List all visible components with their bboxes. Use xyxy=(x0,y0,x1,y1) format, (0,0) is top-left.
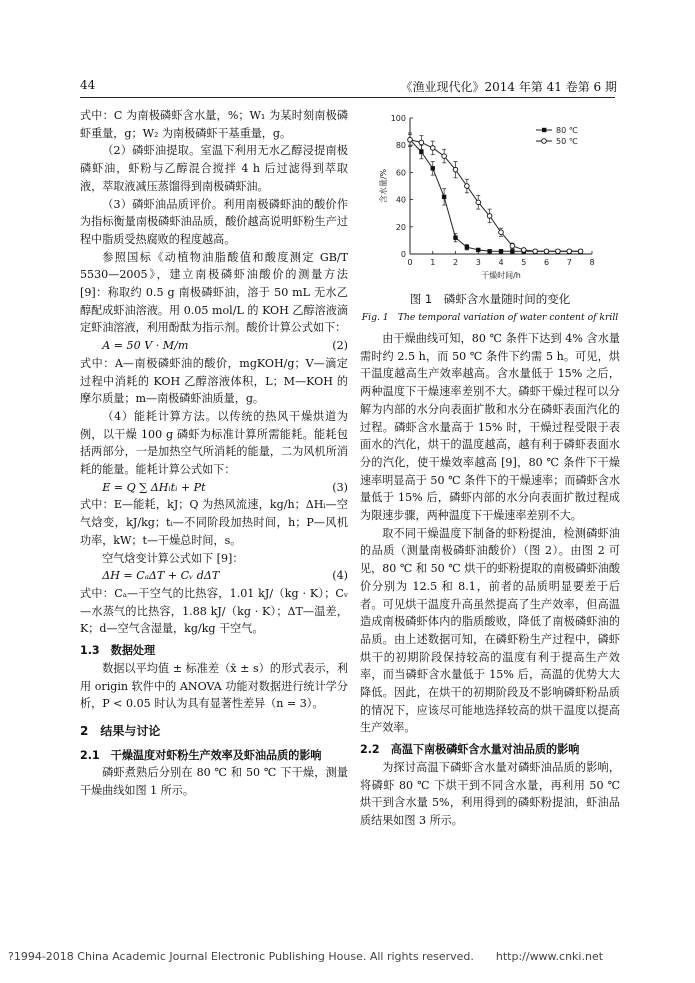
data-point-square xyxy=(465,245,469,249)
equation-formula: A = 50 V · M/m xyxy=(102,339,189,353)
equation-formula: ΔH = CₐΔT + Cᵥ dΔT xyxy=(102,569,220,583)
data-point-square xyxy=(431,166,435,170)
left-column xyxy=(80,107,348,800)
data-point-square xyxy=(510,249,514,253)
series-line-1 xyxy=(410,140,581,252)
y-tick-label: 60 xyxy=(395,168,406,178)
data-point-circle xyxy=(556,249,561,254)
right-column xyxy=(360,330,620,830)
data-point-circle xyxy=(453,167,458,172)
data-point-circle xyxy=(419,140,424,145)
equation xyxy=(80,337,348,355)
data-point-circle xyxy=(430,146,435,151)
x-tick-label: 4 xyxy=(498,258,504,267)
section-heading: 2 结果与讨论 xyxy=(80,723,161,738)
y-axis-label: 含水量/% xyxy=(379,168,388,204)
subsection-heading: 1.3 数据处理 xyxy=(80,644,156,658)
y-tick-label: 80 xyxy=(395,141,406,151)
paragraph: 磷虾煮熟后分别在 80 ℃ 和 50 ℃ 下干燥，测量干燥曲线如图 1 所示。 xyxy=(80,766,348,798)
y-tick-label: 100 xyxy=(390,114,406,123)
paragraph: 式中：E—能耗，kJ；Q 为热风流速，kg/h；ΔHᵢ—空气焓变，kJ/kg；tᵢ—不同阶段加热时间，h；P—风机功率，kW；t—干燥总时间，s。 xyxy=(80,498,348,547)
x-tick-label: 1 xyxy=(430,258,436,267)
x-tick-label: 8 xyxy=(589,258,595,267)
figure-1-caption-cn: 图 1 磷虾含水量随时间的变化 xyxy=(409,292,571,306)
legend-label: 50 ℃ xyxy=(556,137,578,146)
x-tick-label: 7 xyxy=(566,258,572,267)
data-point-circle xyxy=(465,184,470,189)
data-point-circle xyxy=(567,249,572,254)
journal-header: 《渔业现代化》2014 年第 41 卷第 6 期 xyxy=(400,80,617,94)
data-point-circle xyxy=(442,154,447,159)
subsection-heading: 2.2 高温下南极磷虾含水量对油品质的影响 xyxy=(360,743,580,757)
data-point-circle xyxy=(510,244,515,249)
subsection-heading: 2.1 干燥温度对虾粉生产效率及虾油品质的影响 xyxy=(80,748,322,762)
series-line-0 xyxy=(410,140,581,252)
paragraph: （4）能耗计算方法。以传统的热风干燥烘道为例，以干燥 100 g 磷虾为标准计算所需能耗。能耗包括两部分，一是加热空气所消耗的能量，二为风机所消耗的能量。能耗计算公式如下： xyxy=(80,409,348,477)
paragraph: 空气焓变计算公式如下 [9]： xyxy=(102,551,244,565)
data-point-circle xyxy=(533,249,538,254)
equation-number: (4) xyxy=(332,569,348,583)
x-tick-label: 6 xyxy=(543,258,550,267)
page-number: 44 xyxy=(80,78,96,92)
legend-marker-square xyxy=(542,128,546,132)
y-tick-label: 0 xyxy=(400,250,406,259)
data-point-circle xyxy=(521,248,526,253)
data-point-circle xyxy=(408,137,413,142)
x-tick-label: 0 xyxy=(407,258,413,267)
figure-1-caption-en: Fig. 1 The temporal variation of water content of krill xyxy=(361,312,619,323)
equation-formula: E = Q ∑ ΔHᵢtᵢ + Pt xyxy=(102,480,206,494)
equation xyxy=(80,479,348,497)
y-tick-label: 20 xyxy=(395,222,406,232)
data-point-square xyxy=(453,235,457,239)
equation-number: (2) xyxy=(332,339,348,353)
x-axis-label: 干燥时间/h xyxy=(481,271,521,280)
x-tick-label: 2 xyxy=(452,258,459,267)
paragraph: （3）磷虾油品质评价。利用南极磷虾油的酸价作为指标衡量南极磷虾油品质，酸价越高说明虾粉生产过程中脂质受热腐败的程度越高。 xyxy=(80,197,348,246)
data-point-circle xyxy=(476,200,481,205)
data-point-square xyxy=(442,195,446,199)
data-point-circle xyxy=(499,230,504,235)
paragraph: 式中：C 为南极磷虾含水量，%；W₁ 为某时刻南极磷虾重量，g；W₂ 为南极磷虾干基重量，g。 xyxy=(80,109,348,140)
data-point-square xyxy=(487,249,491,253)
paragraph: 由干燥曲线可知，80 ℃ 条件下达到 4% 含水量需时约 2.5 h，而 50 ℃ 条件下约需 5 h。可见，烘干温度越高生产效率越高。含水量低于 15% 之后，两种温度下干燥速率差别不大。磷虾干燥过程可以分解为内部的水分向表面扩散和水分在磷虾表面汽化的过程。磷虾含水量高于 15% 时，干燥过程受限于表面水的汽化，烘干的温度越高，越有利于磷虾表面水分的汽化，使干燥效率越高 [9]，80 ℃ 条件下干燥速率明显高于 50 ℃ 条件下的干燥速率；而磷虾含水量低于 15% 后，磷虾内部的水分向表面扩散过程成为限速步骤，两种温度下干燥速率差别不大。 xyxy=(360,332,620,523)
equation-number: (3) xyxy=(332,480,348,494)
data-point-circle xyxy=(578,249,583,254)
data-point-square xyxy=(499,249,503,253)
paragraph: 为探讨高温下磷虾含水量对磷虾油品质的影响，将磷虾 80 ℃ 下烘干到不同含水量，再利用 50 ℃ 烘干到含水量 5%，利用得到的磷虾粉提油，虾油品质结果如图 3 所示。 xyxy=(360,760,620,827)
paragraph: 参照国标《动植物油脂酸值和酸度测定 GB/T 5530—2005》，建立南极磷虾油酸价的测量方法 [9]：称取约 0.5 g 南极磷虾油，溶于 50 mL 无水乙醇配成虾油溶液。用 0.05 mol/L 的 KOH 乙醇溶液滴定虾油溶液，利用酚酞为指示剂。酸价计算公式如下： xyxy=(80,250,348,335)
paragraph: 数据以平均值 ± 标准差（x̄ ± s）的形式表示，利用 origin 软件中的 ANOVA 功能对数据进行统计学分析，P < 0.05 时认为具有显著性差异（n = 3）。 xyxy=(80,661,348,711)
copyright-footer: ?1994-2018 China Academic Journal Electronic Publishing House. All rights reserved. http://www.cnki.net xyxy=(8,950,604,963)
paragraph: 式中：Cₐ—干空气的比热容，1.01 kJ/（kg · K）；Cᵥ—水蒸气的比热容，1.88 kJ/（kg · K）；ΔT—温差，K；d—空气含湿量，kg/kg 干空气。 xyxy=(80,586,348,636)
paragraph: （2）磷虾油提取。室温下利用无水乙醇浸提南极磷虾油，虾粉与乙醇混合搅拌 4 h 后过滤得到萃取液，萃取液减压蒸馏得到南极磷虾油。 xyxy=(80,144,348,193)
y-tick-label: 40 xyxy=(395,195,406,205)
data-point-circle xyxy=(487,214,492,219)
legend-marker-circle xyxy=(542,139,547,144)
x-tick-label: 3 xyxy=(475,258,481,267)
data-point-square xyxy=(419,150,423,154)
paragraph: 式中：A—南极磷虾油的酸价，mgKOH/g；V—滴定过程中消耗的 KOH 乙醇溶液体积，L；M—KOH 的摩尔质量；m—南极磷虾油质量，g。 xyxy=(80,356,348,406)
header-rule xyxy=(80,97,615,98)
figure-1-chart xyxy=(360,108,620,288)
paragraph: 取不同干燥温度下制备的虾粉提油，检测磷虾油的品质（测量南极磷虾油酸价）（图 2）。由图 2 可见，80 ℃ 和 50 ℃ 烘干的虾粉提取的南极磷虾油酸价分别为 12.5 和 8.1，前者的品质明显要差于后者。可见烘干温度升高虽然提高了生产效率，但高温造成南极磷虾体内的脂质酸败，降低了南极磷虾油的品质。由上述数据可知，在磷虾粉生产过程中，磷虾烘干的初期阶段保持较高的温度有利于提高生产效率，而当磷虾含水量低于 15% 后，高温的优势大大降低。因此，在烘干的初期阶段及不影响磷虾粉品质的情况下，应该尽可能地选择较高的烘干温度以提高生产效率。 xyxy=(360,526,620,735)
x-tick-label: 5 xyxy=(521,258,527,267)
legend-label: 80 ℃ xyxy=(556,126,578,135)
data-point-square xyxy=(476,248,480,252)
equation xyxy=(80,567,348,585)
data-point-circle xyxy=(544,249,549,254)
